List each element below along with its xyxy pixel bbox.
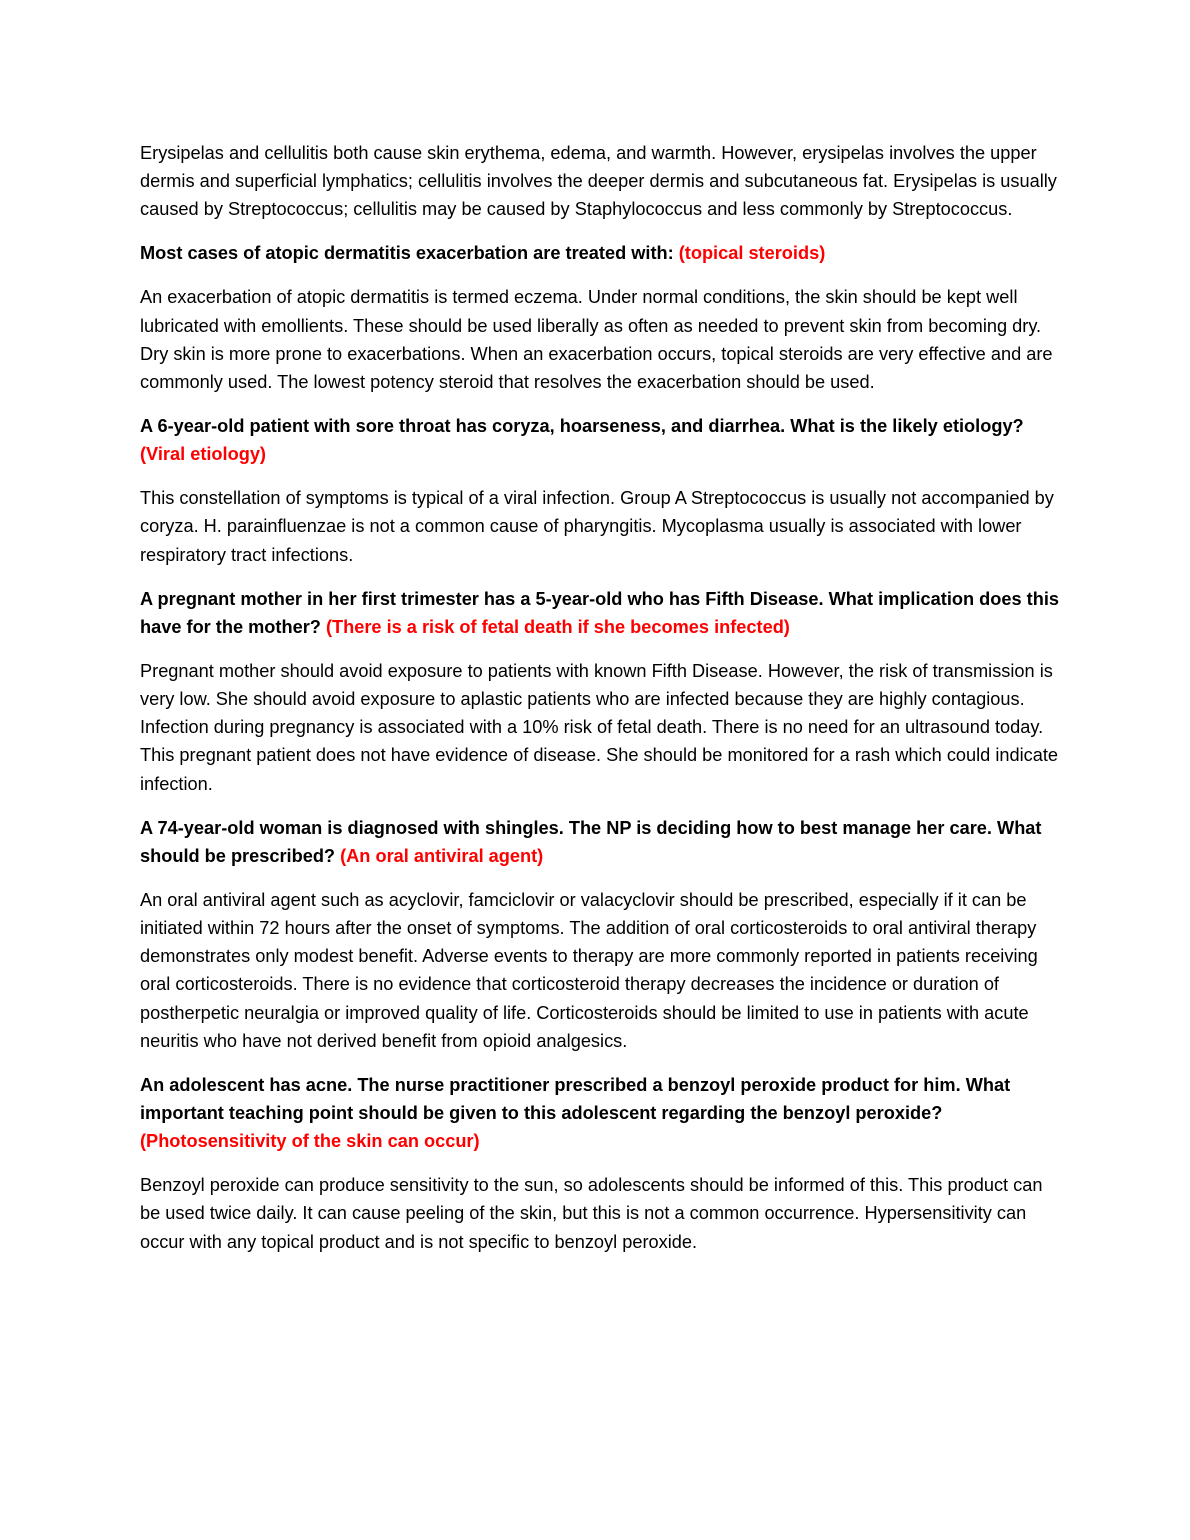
question-4: [140, 814, 1060, 870]
explanation-4: An oral antiviral agent such as acyclovir, famciclovir or valacyclovir should be prescribed, especially if it can be initiated within 72 hours after the onset of symptoms. The addition of oral corticosteroids to oral antiviral therapy demonstrates only modest benefit. Adverse events to therapy are more commonly reported in patients receiving oral corticosteroids. There is no evidence that corticosteroid therapy decreases the incidence or duration of postherpetic neuralgia or improved quality of life. Corticosteroids should be limited to use in patients with acute neuritis who have not derived benefit from opioid analgesics.: [140, 889, 1038, 1051]
question-3: [140, 585, 1060, 641]
question-text: A 74-year-old woman is diagnosed with shingles. The NP is deciding how to best manage her care. What should be prescribed?: [140, 817, 1042, 866]
question-text: A 6-year-old patient with sore throat has coryza, hoarseness, and diarrhea. What is the likely etiology?: [140, 416, 1024, 437]
answer-text: (An oral antiviral agent): [340, 845, 544, 866]
question-text: A pregnant mother in her first trimester has a 5-year-old who has Fifth Disease. What implication does this have for the mother?: [140, 588, 1059, 637]
question-text: Most cases of atopic dermatitis exacerbation are treated with:: [140, 243, 679, 264]
document-page: [140, 139, 1060, 1272]
explanation-3: Pregnant mother should avoid exposure to patients with known Fifth Disease. However, the risk of transmission is very low. She should avoid exposure to aplastic patients who are infected because they are highly contagious. Infection during pregnancy is associated with a 10% risk of fetal death. There is no need for an ultrasound today. This pregnant patient does not have evidence of disease. She should be monitored for a rash which could indicate infection.: [140, 660, 1059, 794]
answer-text: (topical steroids): [678, 243, 826, 264]
question-2: [140, 412, 1060, 468]
explanation-2: This constellation of symptoms is typical of a viral infection. Group A Streptococcus is usually not accompanied by coryza. H. parainfluenzae is not a common cause of pharyngitis. Mycoplasma usually is associated with lower respiratory tract infections.: [140, 488, 1054, 565]
question-5: [140, 1071, 1060, 1156]
answer-text: (Photosensitivity of the skin can occur): [140, 1131, 480, 1152]
answer-text: (Viral etiology): [140, 444, 266, 465]
answer-text: (There is a risk of fetal death if she becomes infected): [325, 616, 790, 637]
explanation-1: An exacerbation of atopic dermatitis is termed eczema. Under normal conditions, the skin should be kept well lubricated with emollients. These should be used liberally as often as needed to prevent skin from becoming dry. Dry skin is more prone to exacerbations. When an exacerbation occurs, topical steroids are very effective and are commonly used. The lowest potency steroid that resolves the exacerbation should be used.: [140, 287, 1053, 393]
question-1: [140, 239, 1060, 267]
question-text: An adolescent has acne. The nurse practitioner prescribed a benzoyl peroxide product for him. What important teaching point should be given to this adolescent regarding the benzoyl peroxide?: [140, 1074, 1011, 1124]
explanation-5: Benzoyl peroxide can produce sensitivity to the sun, so adolescents should be informed of this. This product can be used twice daily. It can cause peeling of the skin, but this is not a common occurrence. Hypersensitivity can occur with any topical product and is not specific to benzoyl peroxide.: [140, 1175, 1043, 1252]
intro-paragraph: Erysipelas and cellulitis both cause skin erythema, edema, and warmth. However, erysipelas involves the upper dermis and superficial lymphatics; cellulitis involves the deeper dermis and subcutaneous fat. Erysipelas is usually caused by Streptococcus; cellulitis may be caused by Staphylococcus and less commonly by Streptococcus.: [140, 143, 1057, 220]
